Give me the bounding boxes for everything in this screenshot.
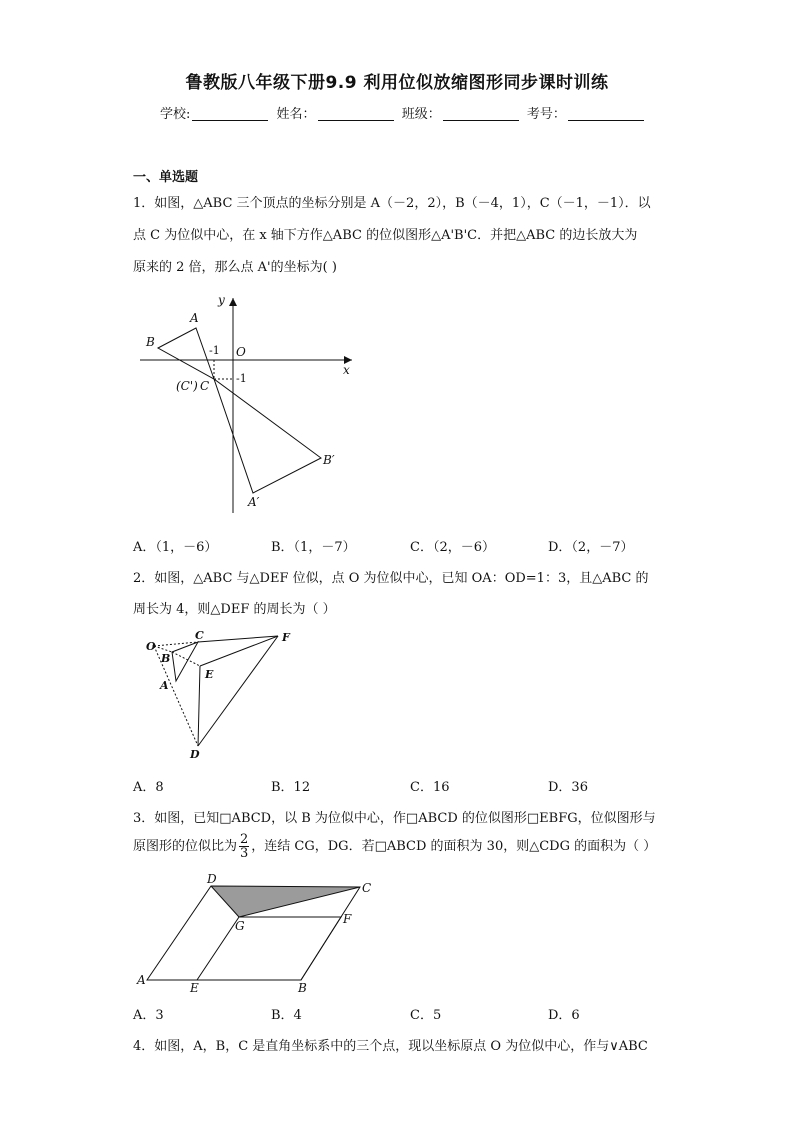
q2-label-e: E	[205, 668, 214, 681]
class-blank[interactable]	[443, 107, 519, 121]
q3-line-2-start: 原图形的位似比为	[133, 839, 238, 854]
q2-label-f: F	[282, 631, 290, 644]
q3-parallelogram-ebfg	[197, 917, 341, 980]
q1-label-aprime: A′	[248, 495, 260, 509]
q1-label-y: y	[218, 293, 225, 307]
school-blank[interactable]	[192, 107, 268, 121]
q1-label-x: x	[343, 363, 350, 377]
q2-ray-oc	[154, 642, 198, 646]
q2-label-d: D	[190, 748, 200, 761]
id-blank[interactable]	[568, 107, 644, 121]
student-info	[160, 103, 648, 122]
q1-option-a[interactable]: A．（1，－6）	[133, 540, 218, 555]
q3-ratio-fraction	[239, 833, 249, 860]
q1-label-b: B	[146, 335, 155, 349]
q3-label-b: B	[298, 981, 307, 995]
q3-label-c: C	[362, 881, 372, 895]
q3-shaded-triangle-cdg	[211, 886, 360, 917]
q3-option-b[interactable]: B．4	[271, 1008, 302, 1023]
q2-line-2: 周长为 4，则△DEF 的周长为（ ）	[133, 602, 336, 617]
q1-label-o: O	[236, 345, 246, 359]
q2-edge-fd	[198, 636, 278, 746]
q1-y-arrow	[229, 298, 237, 306]
q1-line-1: 1．如图，△ABC 三个顶点的坐标分别是 A（－2，2），B（－4，1），C（－1，－1）．以	[133, 196, 651, 211]
q3-label-f: F	[343, 912, 352, 926]
q3-figure	[135, 872, 385, 996]
q3-option-a[interactable]: A．3	[133, 1008, 164, 1023]
q2-figure	[140, 626, 300, 766]
page-title: 鲁教版八年级下册9.9 利用位似放缩图形同步课时训练	[185, 73, 609, 93]
name-label: 姓名：	[276, 107, 316, 122]
class-label: 班级：	[401, 107, 441, 122]
q2-option-c[interactable]: C．16	[410, 780, 450, 795]
q3-label-a: A	[137, 973, 146, 987]
q2-line-1: 2．如图，△ABC 与△DEF 位似，点 O 为位似中心，已知 OA：OD=1：3，且△ABC 的	[133, 571, 649, 586]
q3-label-d: D	[207, 872, 217, 886]
section-heading: 一、单选题	[133, 170, 199, 185]
q3-line-1: 3．如图，已知□ABCD，以 B 为位似中心，作□ABCD 的位似图形□EBFG，位似图形与	[133, 811, 656, 826]
name-blank[interactable]	[318, 107, 394, 121]
q3-label-g: G	[235, 919, 245, 933]
q2-label-o: O	[146, 640, 156, 653]
q3-label-e: E	[190, 981, 199, 995]
q2-label-a: A	[160, 679, 169, 692]
school-label: 学校:	[160, 107, 191, 122]
q2-edge-ed	[198, 666, 200, 746]
q1-line-2: 点 C 为位似中心，在 x 轴下方作△ABC 的位似图形△A'B'C．并把△ABC 的边长放大为	[133, 228, 638, 243]
q2-label-c: C	[195, 629, 204, 642]
q1-triangle-abpcp	[214, 379, 321, 493]
q1-triangle-abc	[158, 328, 214, 379]
q1-figure	[130, 288, 370, 518]
q3-line-2-end: ，连结 CG，DG．若□ABCD 的面积为 30，则△CDG 的面积为（ ）	[251, 839, 657, 854]
id-label: 考号：	[526, 107, 566, 122]
q1-label-a: A	[190, 311, 199, 325]
q1-label-bprime: B′	[323, 453, 335, 467]
q1-option-b[interactable]: B．（1，－7）	[271, 540, 356, 555]
q3-fraction-denominator: 3	[240, 846, 249, 861]
q2-option-a[interactable]: A．8	[133, 780, 164, 795]
q1-label-cprime: (C')	[176, 379, 198, 393]
q3-line-2	[133, 830, 656, 864]
q2-option-b[interactable]: B．12	[271, 780, 311, 795]
q1-label-minus1-x: -1	[209, 344, 220, 357]
q2-label-b: B	[161, 652, 171, 665]
q4-line-1: 4．如图，A，B，C 是直角坐标系中的三个点，现以坐标原点 O 为位似中心，作与∨ABC	[133, 1039, 648, 1054]
q1-line-3: 原来的 2 倍，那么点 A'的坐标为( )	[133, 260, 337, 275]
q1-option-d[interactable]: D．（2，－7）	[548, 540, 634, 555]
q2-triangle-abc	[172, 642, 198, 681]
q1-label-c: C	[200, 379, 210, 393]
q1-label-minus1-y: -1	[236, 372, 247, 385]
q3-option-d[interactable]: D．6	[548, 1008, 580, 1023]
q3-option-c[interactable]: C．5	[410, 1008, 442, 1023]
q1-option-c[interactable]: C．（2，－6）	[410, 540, 495, 555]
q2-option-d[interactable]: D．36	[548, 780, 588, 795]
q3-fraction-numerator: 2	[240, 832, 249, 847]
